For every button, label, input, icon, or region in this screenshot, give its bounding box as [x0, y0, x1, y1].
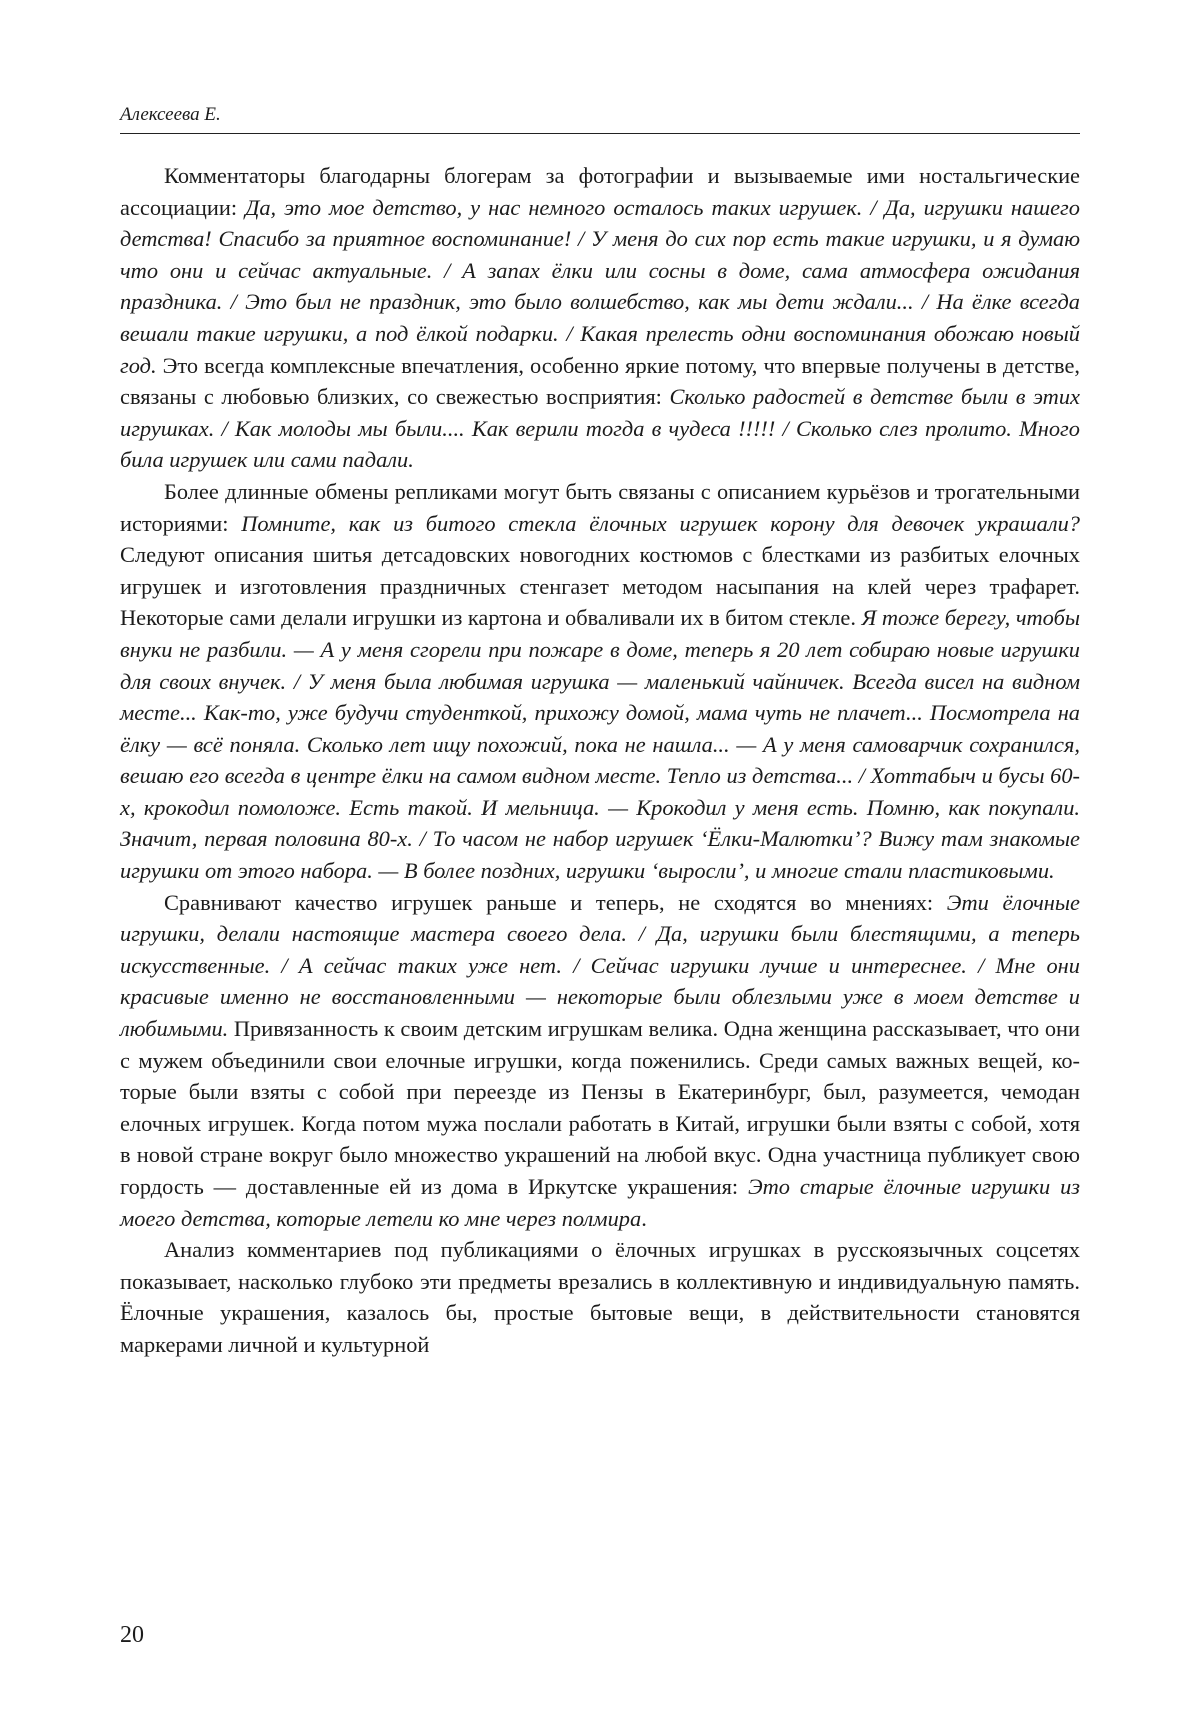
paragraph-text: Следуют описания шитья детсадовских новогодних костюмов с блестками из разбитых елочных игрушек и изготовления праздничных стенгазет методом насыпания на клей через трафарет. Некоторые сами делали игрушки из картона и обваливали их в битом стекле.: [120, 542, 1080, 631]
paragraph: [120, 887, 1080, 1235]
quoted-comments: Я тоже берегу, чтобы внуки не разбили. — А у меня сгорели при пожаре в доме, теперь я 20 лет собираю новые игрушки для своих внучек. / У меня была любимая игрушка — маленький чайничек. Всегда висел на видном месте... Как-то, уже будучи студенткой, прихожу домой, мама чуть не плачет... Посмотрела на ёлку — всё поняла. Сколько лет ищу похожий, пока не нашла... — А у меня самоварчик сохранился, вешаю его всегда в центре ёлки на самом видном месте. Тепло из детства... / Хоттабыч и бусы 60-х, крокодил помоложе. Есть такой. И мельница. — Крокодил у меня есть. Помню, как покупали. Значит, первая половина 80-х. / То часом не набор игрушек ‘Ёлки-Малютки’? Вижу там знакомые игрушки от этого набора. — В более поздних, игрушки ‘выросли’, и многие стали пластиковыми.: [120, 605, 1081, 884]
paragraph-text: Анализ комментариев под публикациями о ёлочных игрушках в русскоязычных соцсетях показывает, насколько глубоко эти предметы врезались в коллективную и индивидуальную память. Ёлочные украшения, казалось бы, простые бытовые вещи, в действительности становятся маркерами личной и культурной: [120, 1237, 1080, 1357]
page-number: 20: [120, 1622, 144, 1648]
paragraph-text: Сравнивают качество игрушек раньше и теперь, не сходятся во мнениях:: [164, 889, 947, 915]
quoted-comments: Помните, как из битого стекла ёлочных игрушек корону для девочек украшали?: [241, 510, 1080, 536]
paragraph: [120, 160, 1080, 476]
quoted-comments: Это старые ёлочные игрушки из моего детства, которые летели ко мне через полмира: [120, 1174, 1081, 1231]
header-divider: [120, 133, 1080, 134]
paragraph-text: .: [641, 1205, 647, 1231]
article-body: [120, 160, 1080, 1361]
quoted-comments: Сколько радостей в детстве были в этих игрушках. / Как молоды мы были.... Как верили тогда в чудеса !!!!! / Сколько слез пролито. Много била игрушек или сами падали.: [120, 384, 1080, 473]
paragraph-text: Привязанность к своим детским игрушкам велика. Одна женщина рассказывает, что они с мужем объединили свои елочные игрушки, когда поженились. Среди самых важных вещей, которые были взяты с собой при переезде из Пензы в Екатеринбург, был, разумеется, чемодан елочных игрушек. Когда потом мужа послали работать в Китай, игрушки были взяты с собой, хотя в новой стране вокруг было множество украшений на любой вкус. Одна участница публикует свою гордость — доставленные ей из дома в Иркутске украшения:: [120, 1016, 1080, 1199]
paragraph-text: Это всегда комплексные впечатления, особенно яркие потому, что впервые получены в детстве, связаны с любовью близких, со свежестью восприятия:: [120, 352, 1080, 410]
paragraph: [120, 476, 1080, 887]
quoted-comments: Эти ёлочные игрушки, делали настоящие мастера своего дела. / Да, игрушки были блестящими, а теперь искусственные. / А сейчас таких уже нет. / Сейчас игрушки лучше и интереснее. / Мне они красивые именно не восстановленными — некоторые были облезлыми уже в моем детстве и любимыми.: [120, 889, 1080, 1042]
paragraph-text: Более длинные обмены репликами могут быть связаны с описанием курьёзов и трогательными историями:: [120, 478, 1080, 536]
running-head-author: Алексеева Е.: [120, 104, 221, 125]
paragraph-text: Комментаторы благодарны блогерам за фотографии и вызываемые ими ностальгические ассоциации:: [120, 163, 1080, 220]
quoted-comments: Да, это мое детство, у нас немного осталось таких игрушек. / Да, игрушки нашего детства! Спасибо за приятное воспоминание! / У меня до сих пор есть такие игрушки, и я думаю что они и сейчас актуальные. / А запах ёлки или сосны в доме, сама атмосфера ожидания праздника. / Это был не праздник, это было волшебство, как мы дети ждали... / На ёлке всегда вешали такие игрушки, а под ёлкой подарки. / Какая прелесть одни воспоминания обожаю новый год.: [120, 194, 1080, 378]
paragraph: [120, 1234, 1080, 1360]
